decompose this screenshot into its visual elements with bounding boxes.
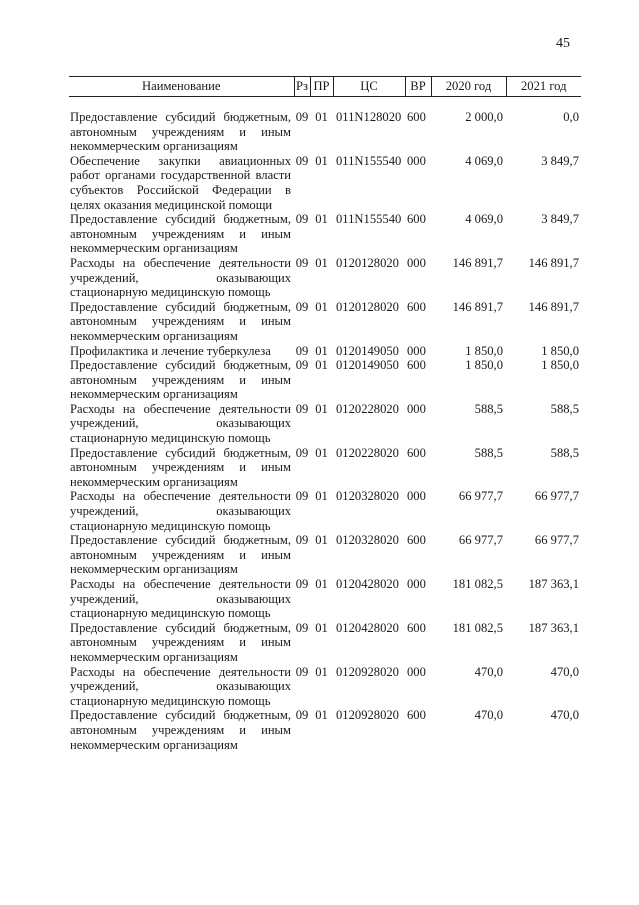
table-row — [69, 344, 581, 359]
header-cs: ЦС — [333, 77, 405, 97]
row-amount-2021: 1 850,0 — [541, 343, 579, 358]
row-cs: 011N155540 — [336, 212, 402, 227]
row-name: Расходы на обеспечение деятельности учреждений, оказывающих стационарную медицинскую помощь — [70, 255, 291, 300]
row-name: Расходы на обеспечение деятельности учреждений, оказывающих стационарную медицинскую помощь — [70, 401, 291, 446]
row-amount-2021: 0,0 — [563, 110, 579, 124]
row-amount-2020: 181 082,5 — [452, 577, 503, 591]
row-cs: 0120149050 — [336, 343, 399, 358]
row-pr: 01 — [315, 577, 328, 591]
row-rz: 09 — [295, 445, 309, 460]
row-amount-2021: 66 977,7 — [534, 533, 579, 548]
row-cs: 011N155540 — [336, 153, 402, 168]
row-amount-2021: 3 849,7 — [541, 153, 579, 168]
row-amount-2020: 588,5 — [474, 401, 503, 416]
row-cs: 0120928020 — [336, 664, 399, 679]
row-cs: 011N128020 — [336, 110, 402, 124]
table-row — [69, 577, 581, 621]
row-amount-2020: 470,0 — [474, 708, 503, 723]
row-vr: 000 — [407, 255, 426, 270]
row-cs: 0120228020 — [336, 445, 399, 460]
row-vr: 600 — [407, 708, 426, 723]
row-amount-2021: 146 891,7 — [528, 255, 579, 270]
row-name: Предоставление субсидий бюджетным, автономным учреждениям и иным некоммерческим организациям — [70, 708, 291, 752]
header-rz: Рз — [294, 77, 310, 97]
row-name: Обеспечение закупки авиационных работ органами государственной власти субъектов Российской Федерации в целях оказания медицинской помощи — [70, 153, 291, 212]
row-pr: 01 — [315, 489, 328, 504]
row-vr: 600 — [407, 299, 426, 314]
row-vr: 600 — [407, 358, 426, 373]
row-amount-2021: 187 363,1 — [528, 577, 579, 591]
row-cs: 0120328020 — [336, 533, 399, 548]
row-pr: 01 — [315, 445, 328, 460]
table-row — [69, 489, 581, 533]
row-vr: 000 — [407, 577, 426, 591]
row-amount-2021: 470,0 — [550, 708, 579, 723]
row-cs: 0120128020 — [336, 299, 399, 314]
row-amount-2020: 146 891,7 — [452, 299, 503, 314]
row-cs: 0120128020 — [336, 255, 399, 270]
row-name: Предоставление субсидий бюджетным, автономным учреждениям и иным некоммерческим организациям — [70, 445, 291, 489]
row-pr: 01 — [315, 401, 328, 416]
row-rz: 09 — [295, 255, 309, 270]
table-row — [69, 621, 581, 665]
row-name: Расходы на обеспечение деятельности учреждений, оказывающих стационарную медицинскую помощь — [70, 489, 291, 533]
row-amount-2020: 588,5 — [474, 445, 503, 460]
row-rz: 09 — [295, 212, 309, 227]
row-name: Расходы на обеспечение деятельности учреждений, оказывающих стационарную медицинскую помощь — [70, 664, 291, 708]
table-row — [69, 154, 581, 212]
row-pr: 01 — [315, 620, 328, 635]
row-vr: 000 — [407, 664, 426, 679]
row-pr: 01 — [315, 664, 328, 679]
row-pr: 01 — [315, 212, 328, 227]
page-number: 45 — [556, 36, 570, 51]
row-vr: 000 — [407, 343, 426, 358]
row-vr: 600 — [407, 445, 426, 460]
row-amount-2021: 1 850,0 — [541, 358, 579, 373]
row-amount-2020: 181 082,5 — [452, 620, 503, 635]
row-amount-2021: 588,5 — [550, 401, 579, 416]
row-amount-2020: 66 977,7 — [458, 533, 503, 548]
header-2021: 2021 год — [506, 77, 581, 97]
table-row — [69, 446, 581, 490]
row-rz: 09 — [295, 620, 309, 635]
row-pr: 01 — [315, 255, 328, 270]
row-rz: 09 — [295, 343, 309, 358]
row-amount-2020: 2 000,0 — [465, 110, 503, 124]
table-row — [69, 256, 581, 300]
row-name: Предоставление субсидий бюджетным, автономным учреждениям и иным некоммерческим организациям — [70, 358, 291, 402]
row-rz: 09 — [295, 153, 309, 168]
row-cs: 0120928020 — [336, 708, 399, 723]
row-pr: 01 — [315, 343, 328, 358]
header-row — [69, 77, 581, 97]
row-amount-2021: 3 849,7 — [541, 212, 579, 227]
row-pr: 01 — [315, 358, 328, 373]
budget-table — [69, 76, 581, 752]
table-row — [69, 358, 581, 402]
header-2020: 2020 год — [431, 77, 506, 97]
row-amount-2021: 66 977,7 — [534, 489, 579, 504]
row-cs: 0120428020 — [336, 577, 399, 591]
row-amount-2021: 588,5 — [550, 445, 579, 460]
row-name: Предоставление субсидий бюджетным, автономным учреждениям и иным некоммерческим организациям — [70, 299, 291, 343]
header-pr: ПР — [310, 77, 333, 97]
row-rz: 09 — [295, 110, 309, 124]
row-name: Профилактика и лечение туберкулеза — [70, 343, 271, 358]
row-amount-2021: 187 363,1 — [528, 620, 579, 635]
row-amount-2020: 4 069,0 — [465, 153, 503, 168]
table-row — [69, 533, 581, 577]
header-vr: ВР — [405, 77, 431, 97]
row-vr: 000 — [407, 153, 426, 168]
row-vr: 600 — [407, 212, 426, 227]
row-amount-2020: 1 850,0 — [465, 358, 503, 373]
table-body — [69, 97, 581, 753]
row-vr: 600 — [407, 110, 426, 124]
row-name: Расходы на обеспечение деятельности учреждений, оказывающих стационарную медицинскую помощь — [70, 577, 291, 621]
row-cs: 0120228020 — [336, 401, 399, 416]
row-vr: 600 — [407, 620, 426, 635]
row-amount-2021: 146 891,7 — [528, 299, 579, 314]
row-amount-2020: 1 850,0 — [465, 343, 503, 358]
row-rz: 09 — [295, 533, 309, 548]
row-rz: 09 — [295, 401, 309, 416]
row-cs: 0120428020 — [336, 620, 399, 635]
row-name: Предоставление субсидий бюджетным, автономным учреждениям и иным некоммерческим организациям — [70, 533, 291, 577]
row-vr: 000 — [407, 401, 426, 416]
row-amount-2020: 146 891,7 — [452, 255, 503, 270]
row-cs: 0120328020 — [336, 489, 399, 504]
row-pr: 01 — [315, 299, 328, 314]
table-row — [69, 708, 581, 752]
table-row — [69, 402, 581, 446]
table-row — [69, 665, 581, 709]
header-name: Наименование — [69, 77, 294, 97]
row-amount-2020: 66 977,7 — [458, 489, 503, 504]
row-pr: 01 — [315, 708, 328, 723]
row-pr: 01 — [315, 153, 328, 168]
row-amount-2021: 470,0 — [550, 664, 579, 679]
row-name: Предоставление субсидий бюджетным, автономным учреждениям и иным некоммерческим организациям — [70, 212, 291, 256]
row-rz: 09 — [295, 664, 309, 679]
row-pr: 01 — [315, 110, 328, 124]
row-rz: 09 — [295, 577, 309, 591]
row-pr: 01 — [315, 533, 328, 548]
table-row — [69, 97, 581, 154]
table-row — [69, 212, 581, 256]
table-row — [69, 300, 581, 344]
row-amount-2020: 470,0 — [474, 664, 503, 679]
row-rz: 09 — [295, 489, 309, 504]
row-name: Предоставление субсидий бюджетным, автономным учреждениям и иным некоммерческим организациям — [70, 620, 291, 664]
row-rz: 09 — [295, 299, 309, 314]
row-cs: 0120149050 — [336, 358, 399, 373]
table-header — [69, 77, 581, 97]
row-vr: 600 — [407, 533, 426, 548]
row-rz: 09 — [295, 708, 309, 723]
row-vr: 000 — [407, 489, 426, 504]
row-rz: 09 — [295, 358, 309, 373]
row-amount-2020: 4 069,0 — [465, 212, 503, 227]
row-name: Предоставление субсидий бюджетным, автономным учреждениям и иным некоммерческим организациям — [70, 110, 291, 154]
